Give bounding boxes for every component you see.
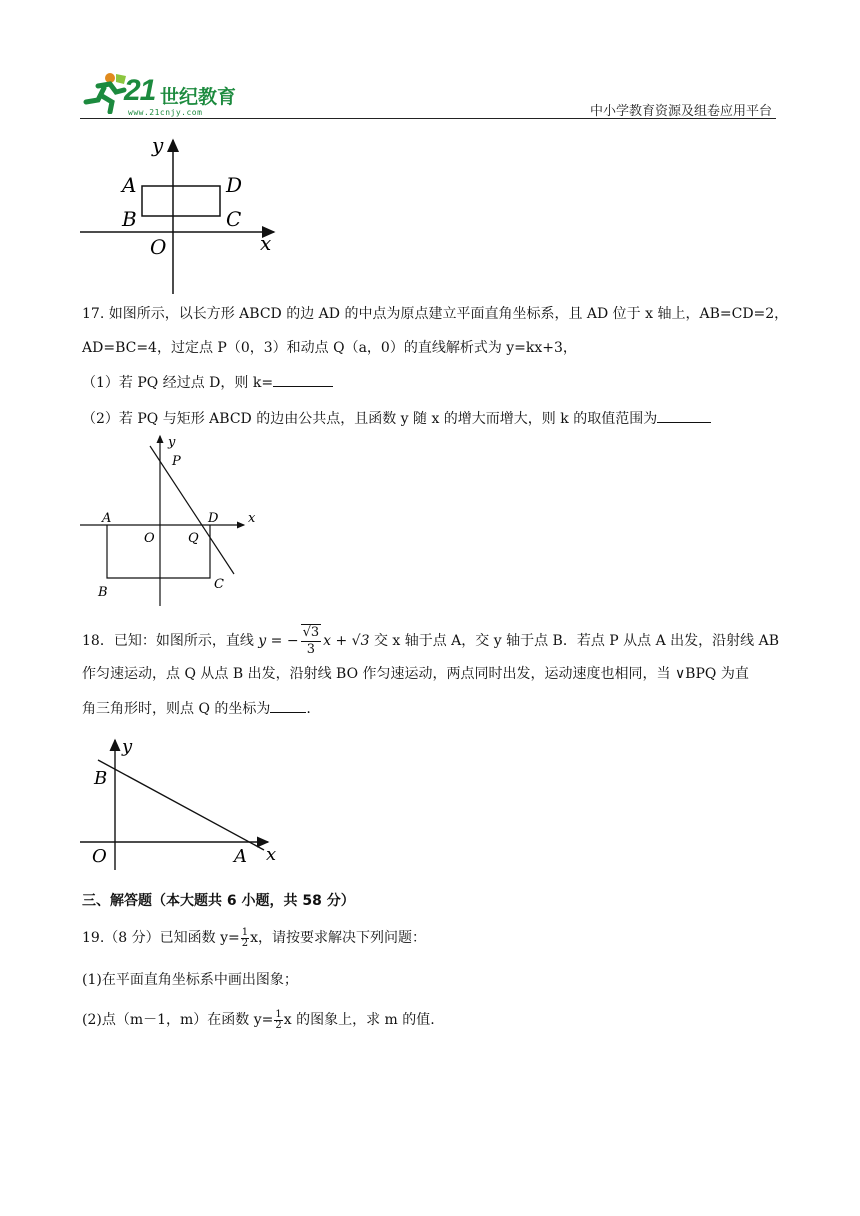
fig17-label-b: B — [98, 585, 108, 600]
q18-eq-y: y = − — [258, 633, 299, 649]
logo-url: www.21cnjy.com — [128, 108, 203, 117]
q17-sub1-text: （1）若 PQ 经过点 D，则 k= — [82, 375, 274, 391]
fig17-label-q: Q — [188, 531, 199, 546]
q19-prefix: 19.（8 分）已知函数 y= — [82, 930, 240, 946]
q17-sub2-blank[interactable] — [657, 408, 711, 423]
q18-line3 — [82, 698, 311, 719]
fig17-label-p: P — [172, 454, 181, 469]
q18-figure — [78, 736, 284, 872]
header — [80, 68, 776, 120]
q19-part2-frac-num: 1 — [275, 1008, 282, 1020]
q18-frac-num: √3 — [302, 625, 320, 640]
q19-frac-den: 2 — [241, 937, 249, 949]
fig18-label-y: y — [122, 736, 133, 757]
q17-sub1-blank[interactable] — [273, 372, 333, 387]
q17-figure — [78, 432, 278, 608]
q17-sub1 — [82, 372, 333, 393]
fig16-label-x: x — [260, 231, 272, 255]
fig18-label-b: B — [94, 768, 108, 789]
q19-line1 — [82, 926, 426, 950]
q19-suffix: x，请按要求解决下列问题： — [250, 930, 426, 946]
fig17-label-a: A — [102, 511, 112, 526]
fig16-label-d: D — [226, 173, 243, 197]
section-title: 三、解答题（本大题共 6 小题，共 58 分） — [82, 893, 355, 909]
fig16-label-o: O — [150, 235, 167, 259]
q19-fraction — [241, 928, 249, 949]
fig17-label-y: y — [168, 435, 176, 450]
logo-number: 21 — [124, 74, 156, 107]
q17-sub2 — [82, 408, 711, 429]
logo-text: 世纪教育 — [160, 86, 237, 108]
q19-part2-frac-den: 2 — [275, 1019, 282, 1031]
fig17-label-x: x — [248, 511, 256, 526]
q18-frac-den: 3 — [306, 642, 315, 657]
q19-part1: (1)在平面直角坐标系中画出图象； — [82, 972, 298, 988]
q18-line1-rest: 交 x 轴于点 A，交 y 轴于点 B．若点 P 从点 A 出发，沿射线 AB — [373, 633, 780, 649]
fig17-label-o: O — [144, 531, 155, 546]
q18-line3-end: . — [306, 701, 311, 717]
fig16-label-y: y — [152, 136, 164, 157]
fig18-label-x: x — [266, 844, 277, 865]
q17-line2: AD=BC=4，过定点 P（0，3）和动点 Q（a，0）的直线解析式为 y=kx+3， — [82, 340, 577, 356]
fig18-label-a: A — [234, 846, 247, 867]
q18-eq-tail: x + √3 — [323, 633, 370, 649]
q19-part2-suffix: x 的图象上，求 m 的值. — [283, 1012, 435, 1028]
fig18-label-o: O — [92, 846, 107, 867]
fig17-label-d: D — [208, 511, 219, 526]
q17-sub2-text: （2）若 PQ 与矩形 ABCD 的边由公共点，且函数 y 随 x 的增大而增大，则 k 的取值范围为 — [82, 411, 658, 427]
q19-part2-prefix: (2)点（m－1，m）在函数 y= — [82, 1012, 274, 1028]
q18-line3-text: 角三角形时，则点 Q 的坐标为 — [82, 701, 271, 717]
q17-line1: 17. 如图所示，以长方形 ABCD 的边 AD 的中点为原点建立平面直角坐标系，且 AD 位于 x 轴上，AB=CD=2， — [82, 306, 789, 322]
q18-fraction — [301, 624, 322, 658]
q19-part2-fraction — [274, 1010, 282, 1031]
fig17-label-c: C — [214, 577, 224, 592]
q18-blank[interactable] — [270, 698, 306, 713]
q19-part2 — [82, 1008, 435, 1032]
fig16-label-a: A — [122, 173, 137, 197]
q18-line2: 作匀速运动，点 Q 从点 B 出发，沿射线 BO 作匀速运动，两点同时出发，运动速度也相同，当 ∨BPQ 为直 — [82, 666, 749, 682]
platform-name: 中小学教育资源及组卷应用平台 — [589, 104, 772, 119]
runner-logo-icon — [80, 70, 128, 114]
q19-frac-num: 1 — [241, 926, 249, 938]
q18-prefix: 18．已知：如图所示，直线 — [82, 633, 254, 649]
q18-line1 — [82, 624, 780, 657]
header-divider — [80, 118, 776, 119]
fig16-label-c: C — [226, 207, 242, 231]
fig16-label-b: B — [122, 207, 137, 231]
q16-figure — [78, 136, 288, 296]
